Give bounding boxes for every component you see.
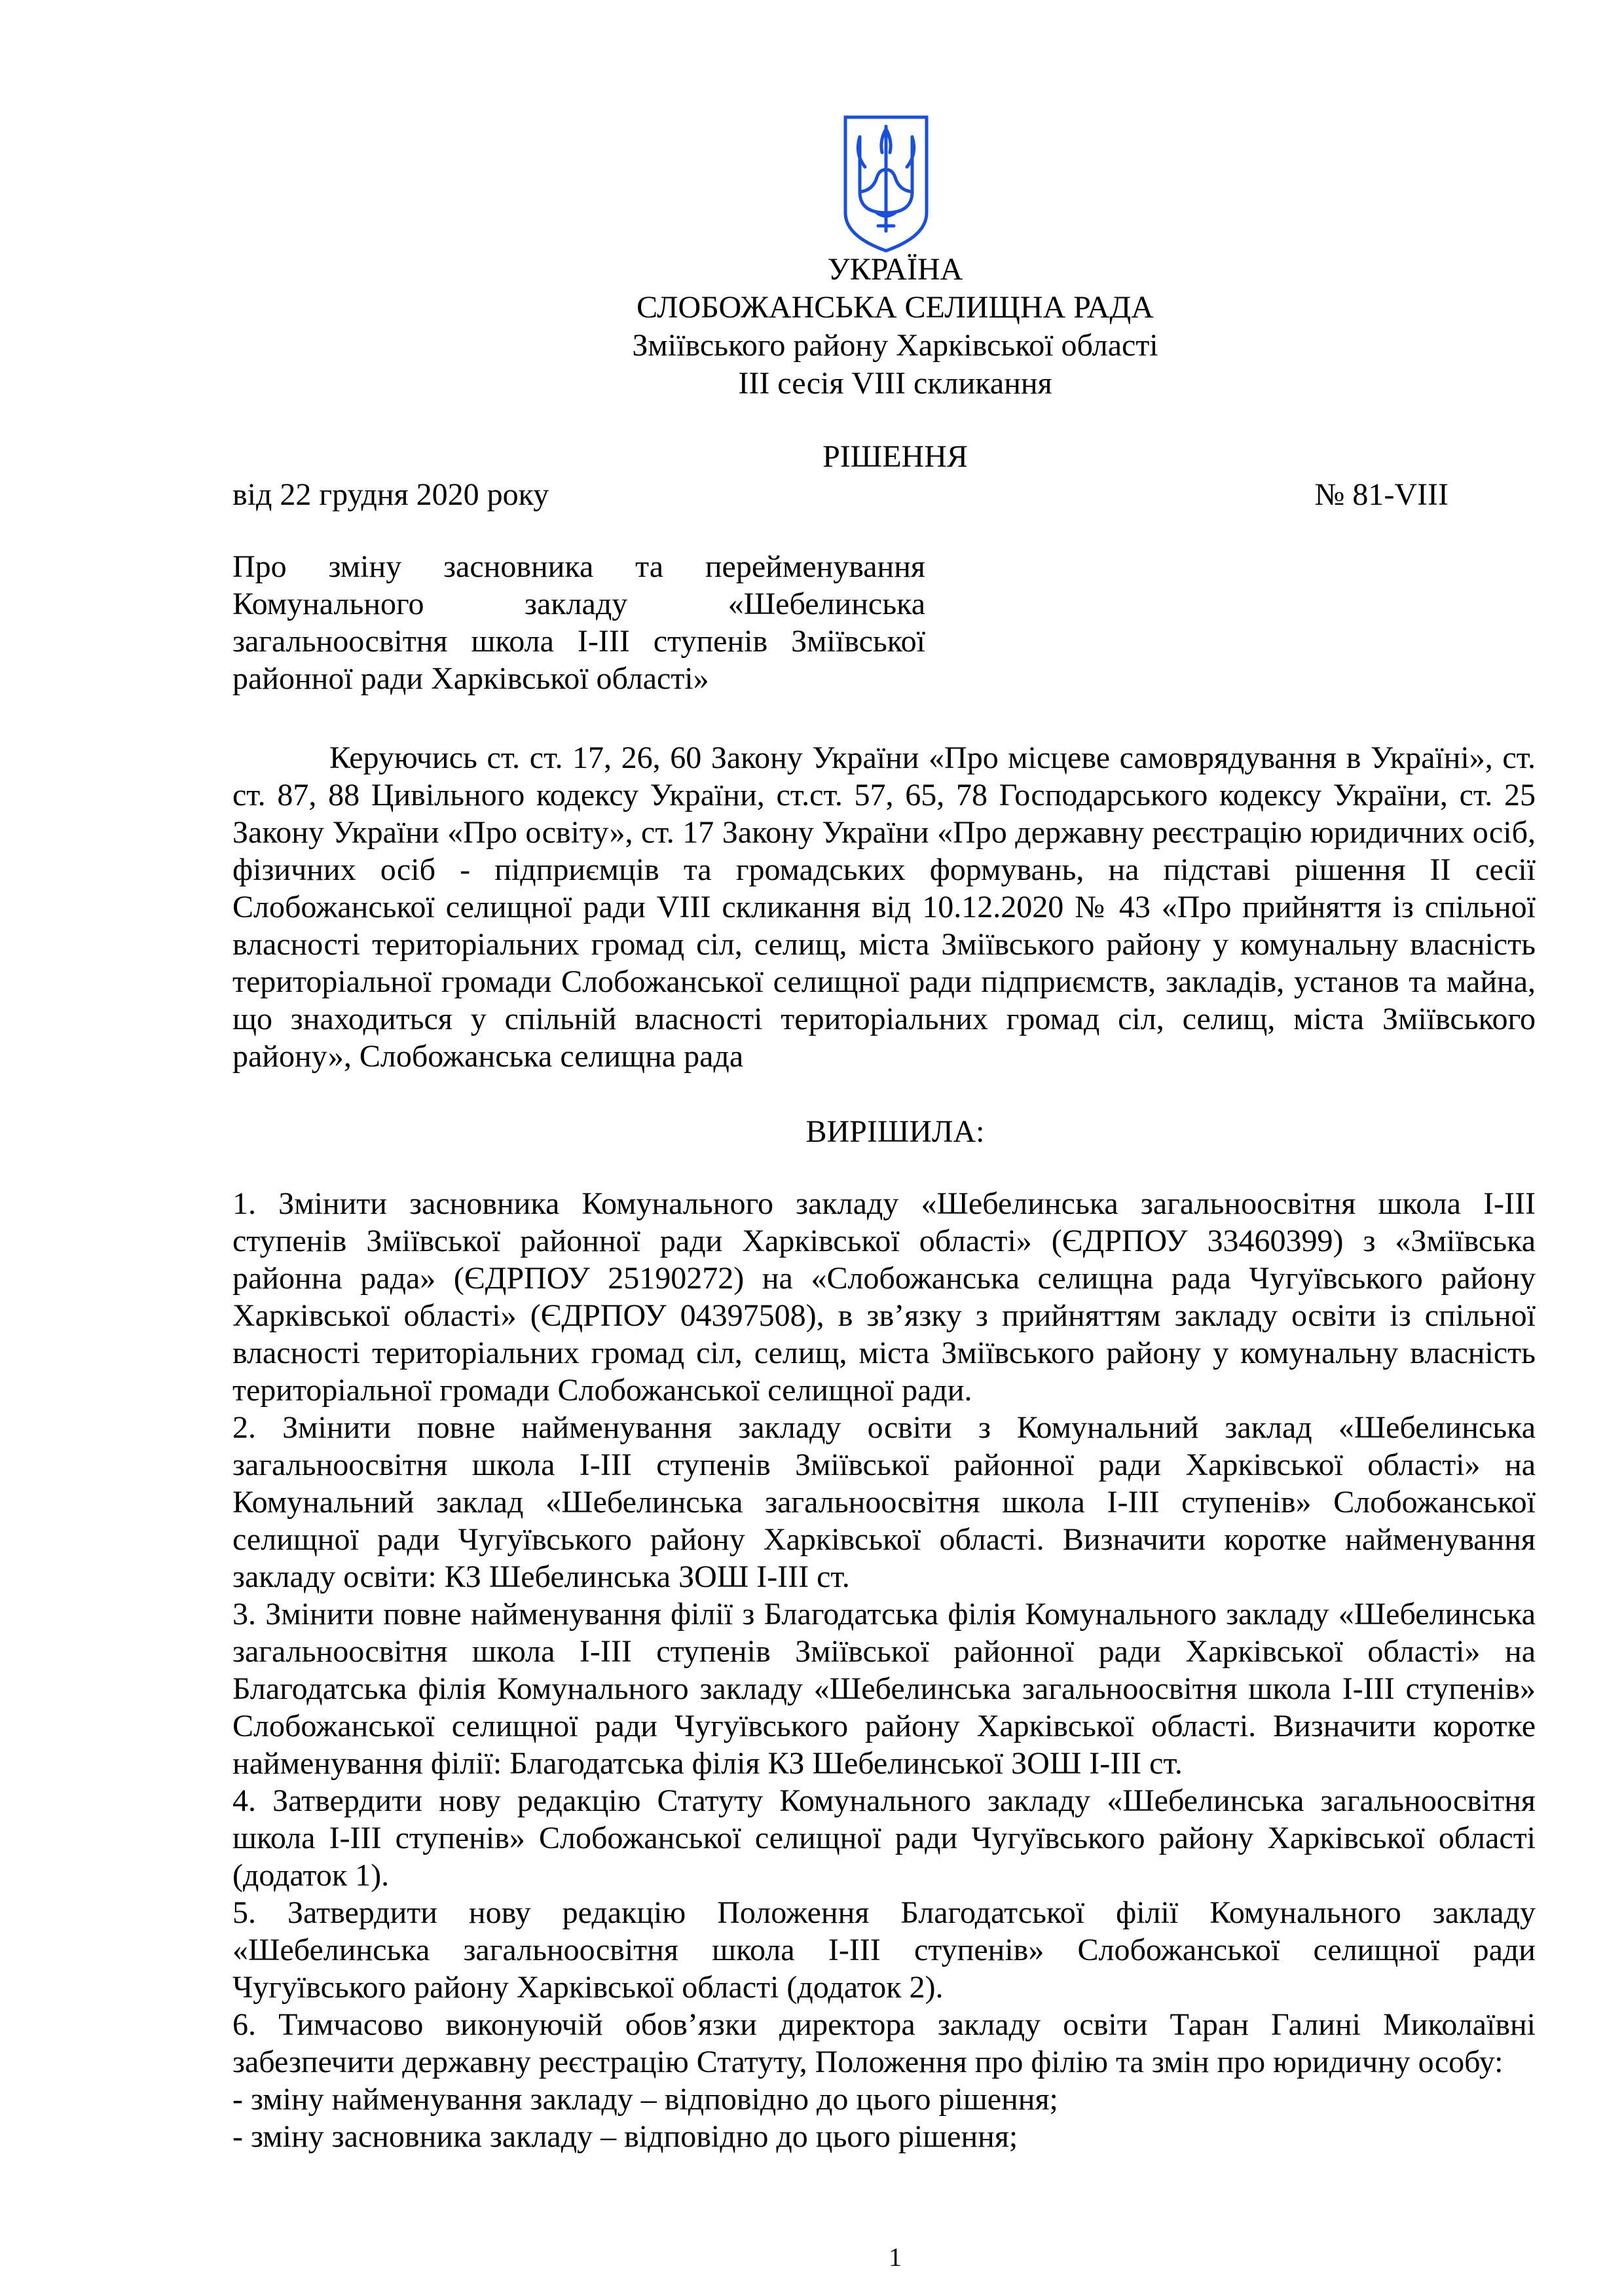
decision-item-3: 3. Змінити повне найменування філії з Благодатська філія Комунального закладу «Шебелинська загальноосвітня школа І-ІІІ ступенів Зміївської районної ради Харківської області» на Благодатська філія Комунального закладу «Шебелинська загальноосвітня школа І-ІІІ ступенів» Слобожанської селищної ради Чугуївського району Харківської області. Визначити коротке найменування філії: Благодатська філія КЗ Шебелинської ЗОШ І-ІІІ ст. xyxy=(232,1597,1536,1781)
preamble-paragraph: Керуючись ст. ст. 17, 26, 60 Закону України «Про місцеве самоврядування в Україні», ст. ст. 87, 88 Цивільного кодексу України, ст.ст. 57, 65, 78 Господарського кодексу України, ст. 25 Закону України «Про освіту», ст. 17 Закону України «Про державну реєстрацію юридичних осіб, фізичних осіб - підприємців та громадських формувань, на підставі рішення ІІ сесії Слобожанської селищної ради VІІІ скликання від 10.12.2020 № 43 «Про прийняття із спільної власності територіальних громад сіл, селищ, міста Зміївського району у комунальну власність територіальної громади Слобожанської селищної ради підприємств, закладів, установ та майна, що знаходиться у спільній власності територіальних громад сіл, селищ, міста Зміївського району», Слобожанська селищна рада xyxy=(232,740,1536,1074)
session-heading: ІІІ сесія VIІІ скликання xyxy=(738,366,1052,401)
document-type-heading: РІШЕННЯ xyxy=(822,439,968,474)
page-number: 1 xyxy=(889,2242,902,2272)
decision-item-5: 5. Затвердити нову редакцію Положення Благодатської філії Комунального закладу «Шебелинська загальноосвітня школа І-ІІІ ступенів» Слобожанської селищної ради Чугуївського району Харківської області (додаток 2). xyxy=(232,1895,1536,2005)
decision-items xyxy=(232,1185,1536,2155)
council-heading: СЛОБОЖАНСЬКА СЕЛИЩНА РАДА xyxy=(637,290,1154,325)
decision-item-6: 6. Тимчасово виконуючій обов’язки директора закладу освіти Таран Галині Миколаївні забезпечити державну реєстрацію Статуту, Положення про філію та змін про юридичну особу: xyxy=(232,2007,1536,2079)
decision-item-1: 1. Змінити засновника Комунального закладу «Шебелинська загальноосвітня школа І-ІІІ ступенів Зміївської районної ради Харківської області» (ЄДРПОУ 33460399) з «Зміївська районна рада» (ЄДРПОУ 25190272) на «Слобожанська селищна рада Чугуївського району Харківської області» (ЄДРПОУ 04397508), в зв’язку з прийняттям закладу освіти із спільної власності територіальних громад сіл, селищ, міста Зміївського району у комунальну власність територіальної громади Слобожанської селищної ради. xyxy=(232,1186,1536,1408)
resolved-heading: ВИРІШИЛА: xyxy=(805,1114,985,1149)
decision-meta xyxy=(232,477,1449,513)
country-heading: УКРАЇНА xyxy=(827,252,963,287)
decision-date: від 22 грудня 2020 року xyxy=(232,477,549,512)
decision-item-2: 2. Змінити повне найменування закладу освіти з Комунальний заклад «Шебелинська загальноосвітня школа І-ІІІ ступенів Зміївської районної ради Харківської області» на Комунальний заклад «Шебелинська загальноосвітня школа І-ІІІ ступенів» Слобожанської селищної ради Чугуївського району Харківської області. Визначити коротке найменування закладу освіти: КЗ Шебелинська ЗОШ І-ІІІ ст. xyxy=(232,1410,1536,1594)
district-heading: Зміївського району Харківської області xyxy=(632,328,1158,363)
decision-number: № 81-VIII xyxy=(1314,477,1449,512)
coat-of-arms-trident-icon xyxy=(840,115,932,253)
decision-subitem-1: - зміну найменування закладу – відповідно до цього рішення; xyxy=(232,2082,1058,2117)
decision-item-4: 4. Затвердити нову редакцію Статуту Комунального закладу «Шебелинська загальноосвітня школа І-ІІІ ступенів» Слобожанської селищної ради Чугуївського району Харківської області (додаток 1). xyxy=(232,1783,1536,1893)
decision-subject: Про зміну засновника та перейменування Комунального закладу «Шебелинська загальноосвітня школа І-ІІІ ступенів Зміївської районної ради Харківської області» xyxy=(232,549,925,696)
decision-subitem-2: - зміну засновника закладу – відповідно до цього рішення; xyxy=(232,2119,1018,2154)
